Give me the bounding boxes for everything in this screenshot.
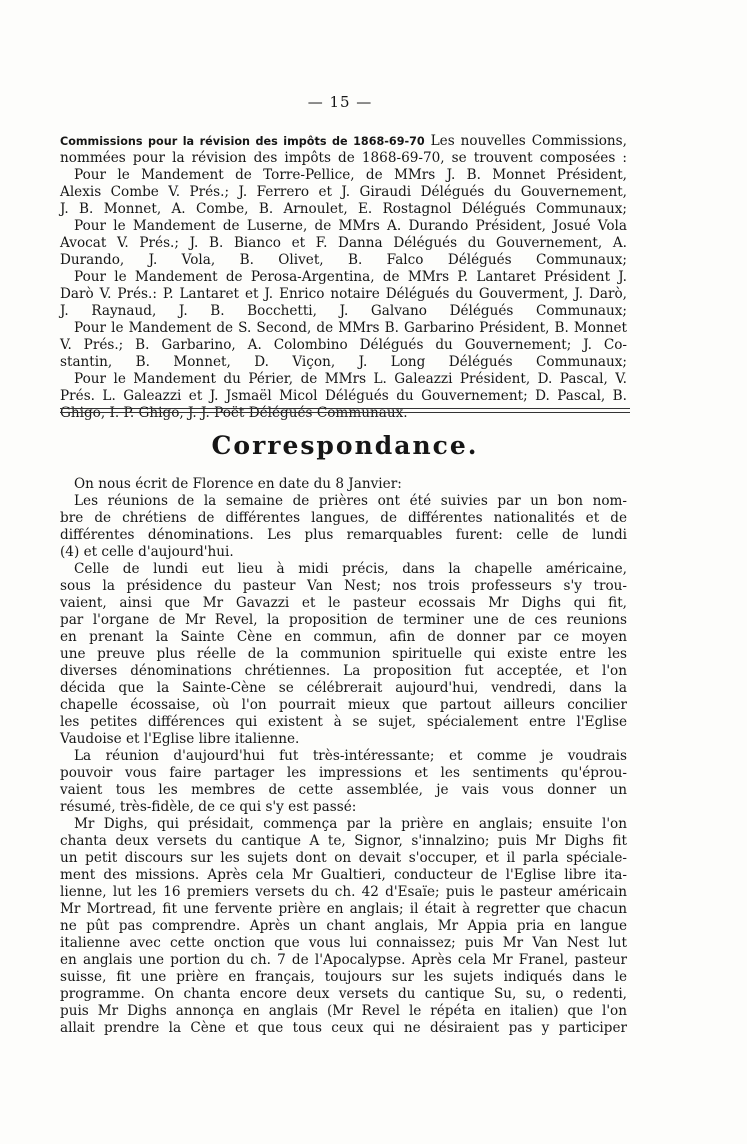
section-heading: Correspondance. [211,431,479,460]
commissions-line: Darò V. Prés.: P. Lantaret et J. Enrico notaire Délégués du Gouverment, J. Darò, [60,286,627,302]
correspondance-line: On nous écrit de Florence en date du 8 Janvier: [74,476,402,492]
correspondance-line: différentes dénominations. Les plus remarquables furent: celle de lundi [60,527,627,543]
commissions-line: Pour le Mandement de Perosa-Argentina, de MMrs P. Lantaret Président J. [74,269,627,285]
commissions-line: Pour le Mandement du Périer, de MMrs L. Galeazzi Président, D. Pascal, V. [74,371,627,387]
correspondance-line: programme. On chanta encore deux versets du cantique Su, su, o redenti, [60,986,627,1002]
correspondance-line: pouvoir vous faire partager les impressions et les sentiments qu'éprou- [60,765,627,781]
commissions-line: stantin, B. Monnet, D. Viçon, J. Long Délégués Communaux; [60,354,627,370]
commissions-lead: Commissions pour la révision des impôts de 1868-69-70 [60,135,425,148]
correspondance-line: sous la présidence du pasteur Van Nest; nos trois professeurs s'y trou- [60,578,627,594]
commissions-line: Avocat V. Prés.; J. B. Bianco et F. Danna Délégués du Gouvernement, A. [60,235,627,251]
commissions-line: Pour le Mandement de Luserne, de MMrs A. Durando Président, Josué Vola [74,218,627,234]
commissions-line: V. Prés.; B. Garbarino, A. Colombino Délégués du Gouvernement; J. Co- [60,337,627,353]
commissions-line: J. Raynaud, J. B. Bocchetti, J. Galvano Délégués Communaux; [60,303,627,319]
correspondance-line: diverses dénominations chrétiennes. La proposition fut acceptée, et l'on [60,663,627,679]
commissions-line: J. B. Monnet, A. Combe, B. Arnoulet, E. Rostagnol Délégués Communaux; [60,201,627,217]
correspondance-line: Vaudoise et l'Eglise libre italienne. [60,731,300,747]
correspondance-line: décida que la Sainte-Cène se célébrerait aujourd'hui, vendredi, dans la [60,680,627,696]
correspondance-line: un petit discours sur les sujets dont on devait s'occuper, et il parla spéciale- [60,850,627,866]
correspondance-line: (4) et celle d'aujourd'hui. [60,544,234,560]
correspondance-line: lienne, lut les 16 premiers versets du ch. 42 d'Esaïe; puis le pasteur américain [60,884,627,900]
correspondance-line: chapelle écossaise, où l'on pourrait mieux que partout ailleurs concilier [60,697,627,713]
commissions-section [60,133,627,422]
correspondance-line: italienne avec cette onction que vous lui connaissez; puis Mr Van Nest lut [60,935,627,951]
correspondance-section [60,476,627,1037]
correspondance-line: ment des missions. Après cela Mr Gualtieri, conducteur de l'Eglise libre ita- [60,867,627,883]
correspondance-line: Mr Dighs, qui présidait, commença par la prière en anglais; ensuite l'on [74,816,627,832]
correspondance-line: une preuve plus réelle de la communion spirituelle qui existe entre les [60,646,627,662]
page-number: — 15 — [307,93,373,111]
correspondance-line: Les réunions de la semaine de prières ont été suivies par un bon nom- [74,493,627,509]
section-divider [60,408,630,413]
correspondance-line: ne pût pas comprendre. Après un chant anglais, Mr Appia pria en langue [60,918,627,934]
correspondance-line: chanta deux versets du cantique A te, Signor, s'innalzino; puis Mr Dighs fit [60,833,627,849]
correspondance-line: Celle de lundi eut lieu à midi précis, dans la chapelle américaine, [74,561,627,577]
correspondance-line: puis Mr Dighs annonça en anglais (Mr Revel le répéta en italien) que l'on [60,1003,627,1019]
commissions-line: Durando, J. Vola, B. Olivet, B. Falco Délégués Communaux; [60,252,627,268]
correspondance-line: allait prendre la Cène et que tous ceux qui ne désiraient pas y participer [60,1020,627,1036]
correspondance-line: les petites différences qui existent à se sujet, spécialement entre l'Eglise [60,714,627,730]
correspondance-line: en prenant la Sainte Cène en commun, afin de donner par ce moyen [60,629,627,645]
commissions-line: Prés. L. Galeazzi et J. Jsmaël Micol Délégués du Gouvernement; D. Pascal, B. [60,388,627,404]
correspondance-line: suisse, fit une prière en français, toujours sur les sujets indiqués dans le [60,969,627,985]
correspondance-line: vaient tous les membres de cette assemblée, je vais vous donner un [60,782,627,798]
correspondance-line: en anglais une portion du ch. 7 de l'Apocalypse. Après cela Mr Franel, pasteur [60,952,627,968]
commissions-line: Les nouvelles Commissions, [430,133,627,149]
correspondance-line: La réunion d'aujourd'hui fut très-intéressante; et comme je voudrais [74,748,627,764]
commissions-line: nommées pour la révision des impôts de 1868-69-70, se trouvent composées : [60,150,627,166]
correspondance-line: vaient, ainsi que Mr Gavazzi et le pasteur ecossais Mr Dighs qui fit, [60,595,627,611]
correspondance-line: Mr Mortread, fit une fervente prière en anglais; il était à regretter que chacun [60,901,627,917]
commissions-line: Alexis Combe V. Prés.; J. Ferrero et J. Giraudi Délégués du Gouvernement, [60,184,627,200]
correspondance-line: par l'organe de Mr Revel, la proposition de terminer une de ces reunions [60,612,627,628]
commissions-line: Ghigo, I. P. Ghigo, J. J. Poët Délégués Communaux. [60,405,408,421]
commissions-line: Pour le Mandement de Torre-Pellice, de MMrs J. B. Monnet Président, [74,167,627,183]
correspondance-line: résumé, très-fidèle, de ce qui s'y est passé: [60,799,357,815]
correspondance-line: bre de chrétiens de différentes langues, de différentes nationalités et de [60,510,627,526]
commissions-first-line [60,133,627,150]
commissions-line: Pour le Mandement de S. Second, de MMrs B. Garbarino Président, B. Monnet [74,320,627,336]
